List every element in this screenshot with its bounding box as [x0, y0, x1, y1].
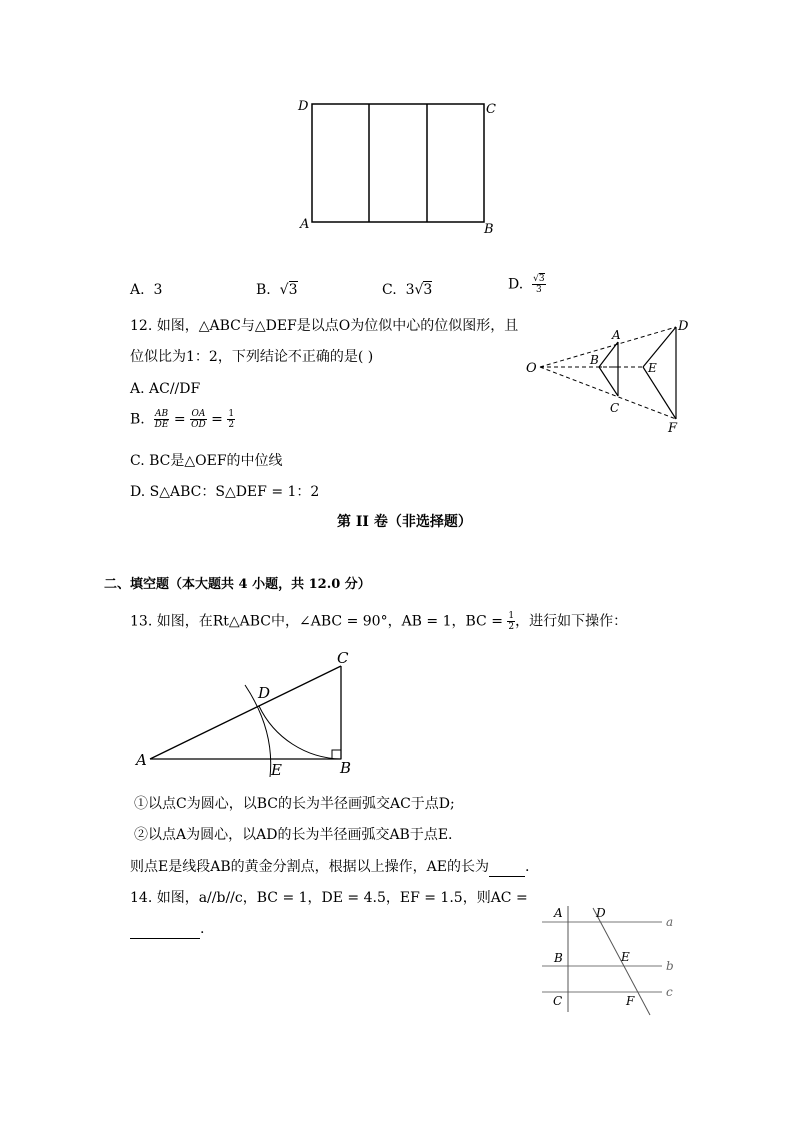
q13-label-E: E — [271, 761, 282, 779]
q14-stem: 14. 如图，a//b//c，BC = 1，DE = 4.5，EF = 1.5，则AC = — [130, 890, 528, 906]
q13-triangle-figure — [130, 645, 370, 785]
q13-label-D: D — [258, 684, 271, 702]
q12-label-O: O — [526, 361, 537, 376]
q11-option-a: A. 3 — [130, 282, 163, 298]
q12-option-a: A. AC//DF — [130, 381, 201, 397]
q13-stem: 13. 如图，在Rt△ABC中，∠ABC = 90°，AB = 1，BC = $\frac{1}{2}$ ，进行如下操作： — [130, 611, 628, 632]
q14-label-F: F — [626, 994, 635, 1008]
q14-label-B: B — [554, 951, 563, 965]
q11-option-d: D. $\frac{√3}{3}$ — [508, 274, 545, 295]
q14-answer-blank — [130, 920, 200, 939]
section-title: 第 II 卷（非选择题） — [337, 514, 472, 530]
q11-label-B: B — [484, 222, 494, 237]
q12-label-F: F — [668, 421, 678, 436]
q13-answer-blank — [489, 858, 525, 877]
q13-label-A: A — [136, 751, 147, 769]
q11-rectangle-figure — [290, 90, 510, 240]
q12-option-c: C. BC是△OEF的中位线 — [130, 453, 283, 469]
q13-step2: ②以点A为圆心，以AD的长为半径画弧交AB于点E. — [134, 827, 453, 843]
q14-label-D: D — [596, 906, 606, 920]
q13-label-B: B — [340, 759, 352, 777]
q12-label-A: A — [612, 328, 621, 342]
q14-label-b: b — [666, 959, 674, 973]
q13-label-C: C — [337, 649, 349, 667]
q12-option-d: D. S△ABC：S△DEF = 1：2 — [130, 484, 320, 500]
q12-label-B: B — [590, 353, 599, 367]
q13-conclusion: 则点E是线段AB的黄金分割点，根据以上操作，AE的长为 . — [130, 859, 530, 875]
q14-label-a: a — [666, 915, 674, 929]
q12-label-E: E — [648, 361, 657, 375]
q14-parallel-lines-figure — [540, 900, 690, 1020]
q12-label-D: D — [678, 319, 689, 334]
q11-option-c: C. 3√3 — [382, 282, 433, 298]
q12-label-C: C — [610, 401, 620, 415]
q11-label-C: C — [486, 102, 496, 117]
q11-option-b: B. √3 — [256, 282, 298, 298]
q14-label-A: A — [554, 906, 563, 920]
q14-second-line: . — [130, 920, 204, 939]
q11-label-D: D — [298, 99, 309, 114]
part-heading: 二、填空题（本大题共 4 小题，共 12.0 分） — [104, 577, 371, 592]
q12-stem-line1: 12. 如图，△ABC与△DEF是以点O为位似中心的位似图形，且 — [130, 318, 519, 334]
q14-label-C: C — [553, 994, 563, 1008]
q14-label-E: E — [621, 950, 630, 964]
q12-option-b: B. $\frac{AB}{DE}$ = $\frac{OA}{OD}$ = $\frac{1}{2}$ — [130, 409, 235, 430]
q12-stem-line2: 位似比为1：2，下列结论不正确的是( ) — [130, 349, 374, 365]
q11-label-A: A — [300, 217, 310, 232]
q12-homothety-figure — [520, 315, 700, 440]
q14-label-c: c — [666, 985, 673, 999]
q13-step1: ①以点C为圆心，以BC的长为半径画弧交AC于点D; — [134, 796, 455, 812]
